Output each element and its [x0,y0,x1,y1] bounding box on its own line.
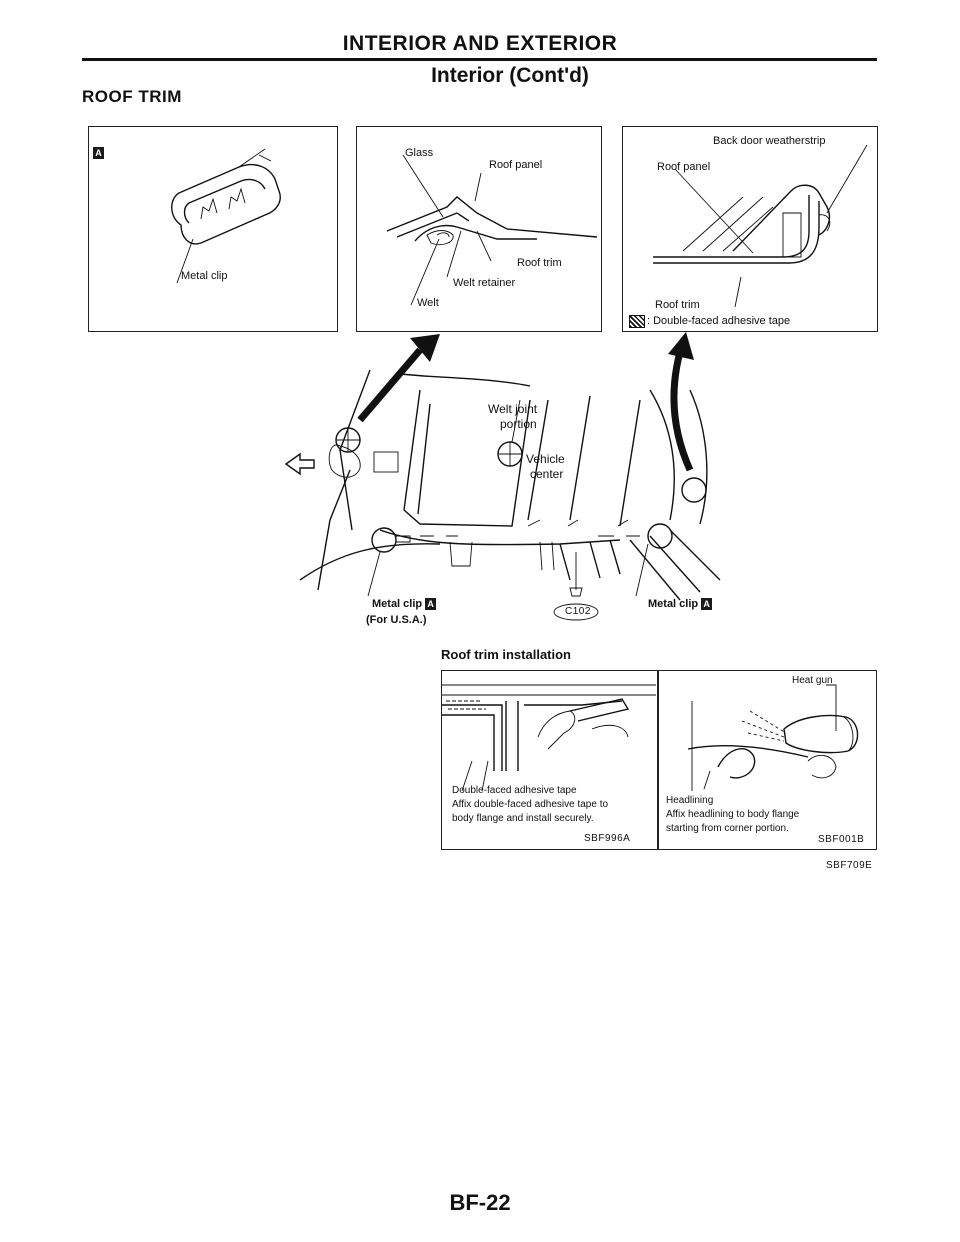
welt-joint-label-2: portion [500,417,537,431]
heat-gun-label: Heat gun [792,675,833,686]
vehicle-center-label: Vehicle [526,452,565,466]
roof-panel-label-2: Roof panel [657,161,711,173]
metal-clip-right-label [648,598,712,610]
tag-a-badge: A [93,147,104,159]
metal-clip-illustration [89,127,339,333]
install-panel-right [657,670,877,850]
metal-clip-right-text: Metal clip [648,598,699,610]
adhesive-tape-illustration [442,671,660,851]
adhesive-tape-label: Double-faced adhesive tape [452,785,577,796]
figure-code-right: SBF001B [818,834,865,845]
welt-retainer-label: Welt retainer [453,277,516,289]
hatched-swatch [629,315,645,328]
install-panel-left [441,670,659,850]
detail-box-back-door [622,126,878,332]
headlining-instruction-line-2: starting from corner portion. [666,823,789,834]
detail-box-glass-section [356,126,602,332]
figure-code: SBF709E [826,860,873,871]
glass-section-illustration [357,127,603,333]
headlining-instruction-line-1: Affix headlining to body flange [666,809,800,820]
roof-trim-label: Roof trim [517,257,562,269]
vehicle-center-label-2: center [530,467,564,481]
detail-box-metal-clip [88,126,338,332]
adhesive-instruction-line-2: body flange and install securely. [452,813,594,824]
welt-joint-label: Welt joint [488,402,538,416]
metal-clip-left-text: Metal clip [372,598,423,610]
roof-panel-label: Roof panel [489,159,543,171]
welt-label: Welt [417,297,439,309]
headlining-label: Headlining [666,795,714,806]
install-title: Roof trim installation [441,647,571,662]
section-subtitle: Interior (Cont'd) [431,64,589,87]
tag-a-badge-right: A [701,598,712,610]
figure-code-left: SBF996A [584,833,631,844]
metal-clip-label: Metal clip [181,270,228,282]
adhesive-instruction-line-1: Affix double-faced adhesive tape to [452,799,609,810]
page-title: ROOF TRIM [82,87,182,106]
clip-code-label: C102 [565,606,591,617]
metal-clip-left-label [372,598,436,610]
page-number: BF-22 [449,1190,511,1215]
tag-a-badge-left: A [425,598,436,610]
roof-trim-main-drawing [0,330,960,650]
adhesive-legend-label: : Double-faced adhesive tape [647,315,791,327]
section-header: INTERIOR AND EXTERIOR [342,32,618,55]
header-rule [82,58,877,61]
glass-label: Glass [405,147,434,159]
for-usa-label: (For U.S.A.) [366,614,427,626]
roof-trim-label-2: Roof trim [655,299,700,311]
weatherstrip-label: Back door weatherstrip [713,135,826,147]
